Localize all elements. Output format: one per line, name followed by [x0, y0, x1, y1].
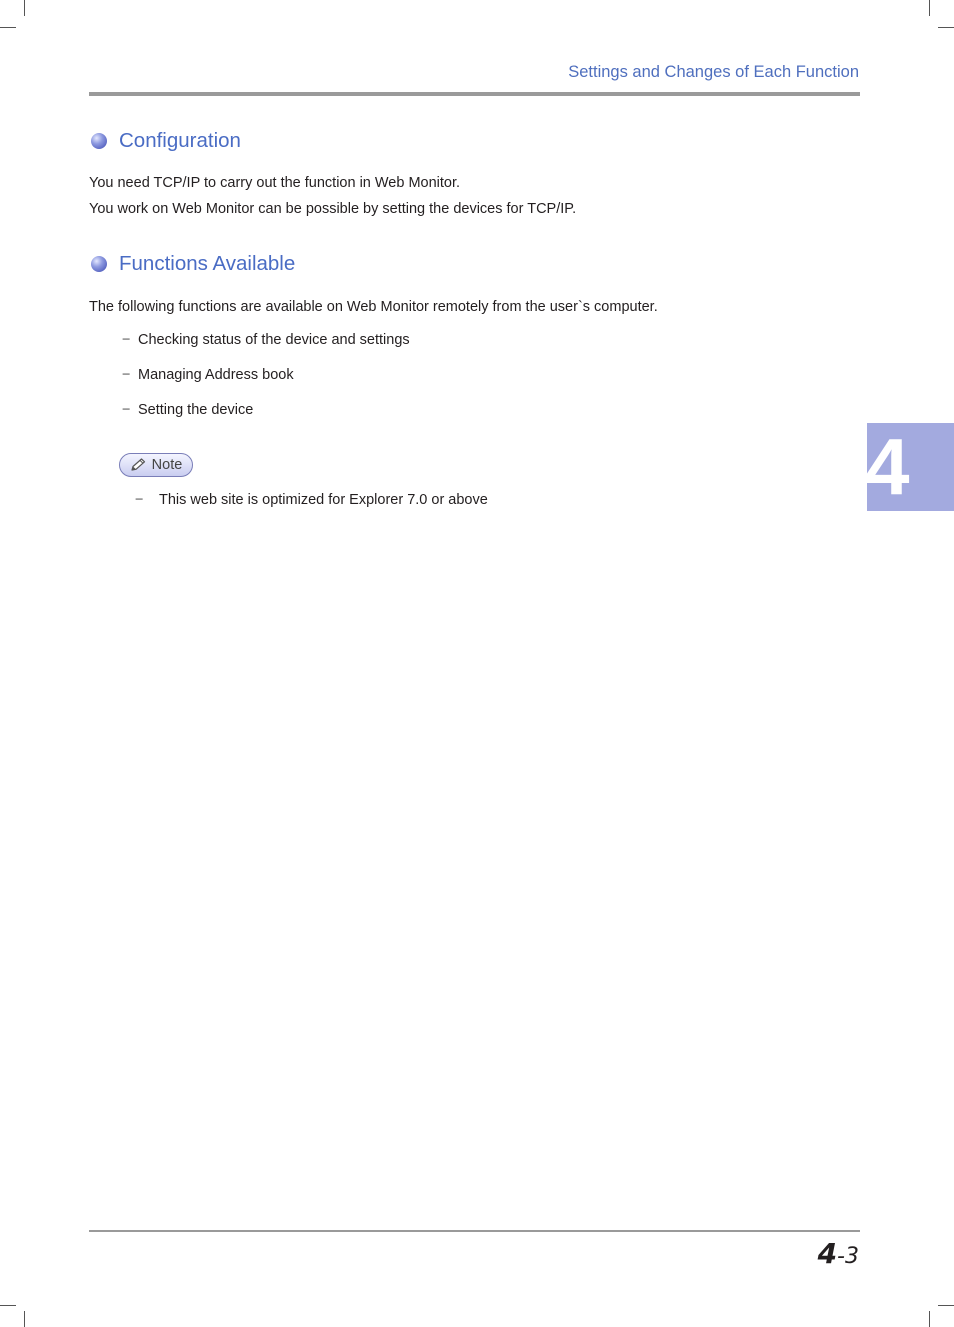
- note-badge: [119, 453, 193, 477]
- note-item: [135, 492, 488, 509]
- note-item-text: This web site is optimized for Explorer 7.0 or above: [159, 492, 488, 508]
- section-heading-text: Functions Available: [119, 252, 296, 275]
- paragraph: You need TCP/IP to carry out the function in Web Monitor.: [89, 175, 461, 191]
- crop-mark: [24, 0, 25, 16]
- crop-mark: [24, 1311, 25, 1327]
- section-heading-configuration: [91, 129, 241, 153]
- crop-mark: [938, 27, 954, 28]
- sphere-bullet-icon: [91, 133, 107, 149]
- list-item: [122, 402, 253, 419]
- note-label: Note: [151, 457, 183, 473]
- page-number: [818, 1237, 859, 1270]
- section-heading-text: Configuration: [119, 129, 241, 152]
- crop-mark: [929, 0, 930, 16]
- section-heading-functions-available: [91, 252, 295, 276]
- dash-bullet: −: [122, 402, 131, 418]
- dash-bullet: −: [135, 492, 144, 508]
- crop-mark: [938, 1305, 954, 1306]
- crop-mark: [0, 27, 16, 28]
- crop-mark: [0, 1305, 16, 1306]
- list-item-text: Checking status of the device and settings: [138, 332, 410, 348]
- header-rule: [89, 92, 860, 96]
- paragraph: The following functions are available on Web Monitor remotely from the user`s computer.: [89, 299, 658, 315]
- page-number-chapter: 4: [817, 1237, 838, 1270]
- sphere-bullet-icon: [91, 256, 107, 272]
- dash-bullet: −: [122, 332, 131, 348]
- pencil-icon: [130, 458, 147, 472]
- running-header: Settings and Changes of Each Function: [568, 63, 859, 81]
- list-item: [122, 367, 294, 384]
- chapter-tab: [867, 423, 954, 511]
- chapter-tab-number: 4: [865, 422, 910, 511]
- dash-bullet: −: [122, 367, 131, 383]
- footer-rule: [89, 1230, 860, 1232]
- page-number-separator: -: [837, 1244, 845, 1269]
- page-number-page: 3: [845, 1244, 859, 1269]
- crop-mark: [929, 1311, 930, 1327]
- list-item-text: Setting the device: [138, 402, 254, 418]
- list-item: [122, 332, 410, 349]
- paragraph: You work on Web Monitor can be possible by setting the devices for TCP/IP.: [89, 201, 577, 217]
- list-item-text: Managing Address book: [138, 367, 294, 383]
